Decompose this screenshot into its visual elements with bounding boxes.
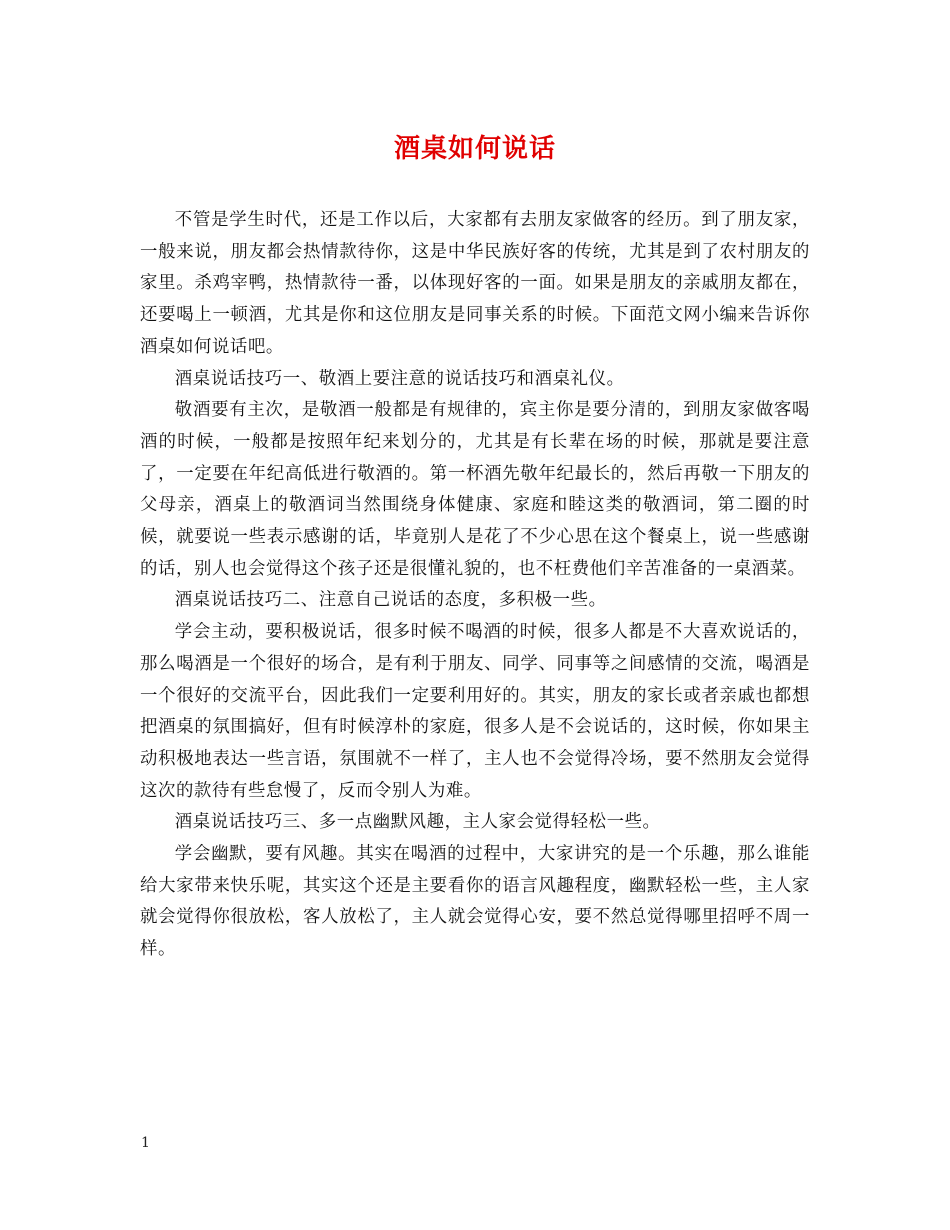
page-number: 1	[141, 1135, 150, 1151]
document-title: 酒桌如何说话	[393, 134, 556, 164]
paragraph-tip-2-heading: 酒桌说话技巧二、注意自己说话的态度，多积极一些。	[174, 590, 607, 611]
paragraph-tip-1-body: 敬酒要有主次，是敬酒一般都是有规律的，宾主你是要分清的，到朋友家做客喝酒的时候，一般都是按照年纪来划分的，尤其是有长辈在场的时候，那就是要注意了，一定要在年纪高低进行敬酒的。第一杯酒先敬年纪最长的，然后再敬一下朋友的父母亲，酒桌上的敬酒词当然围绕身体健康、家庭和睦这类的敬酒词，第二圈的时候，就要说一些表示感谢的话，毕竟别人是花了不少心思在这个餐桌上，说一些感谢的话，别人也会觉得这个孩子还是很懂礼貌的，也不枉费他们辛苦准备的一桌酒菜。	[140, 400, 810, 579]
paragraph-tip-3-heading: 酒桌说话技巧三、多一点幽默风趣，主人家会觉得轻松一些。	[174, 812, 661, 833]
paragraph-tip-3-body: 学会幽默，要有风趣。其实在喝酒的过程中，大家讲究的是一个乐趣，那么谁能给大家带来快乐呢，其实这个还是主要看你的语言风趣程度，幽默轻松一些，主人家就会觉得你很放松，客人放松了，主人就会觉得心安，要不然总觉得哪里招呼不周一样。	[140, 844, 810, 960]
paragraph-intro: 不管是学生时代，还是工作以后，大家都有去朋友家做客的经历。到了朋友家，一般来说，朋友都会热情款待你，这是中华民族好客的传统，尤其是到了农村朋友的家里。杀鸡宰鸭，热情款待一番，以体现好客的一面。如果是朋友的亲戚朋友都在，还要喝上一顿酒，尤其是你和这位朋友是同事关系的时候。下面范文网小编来告诉你酒桌如何说话吧。	[140, 210, 810, 357]
paragraph-tip-1-heading: 酒桌说话技巧一、敬酒上要注意的说话技巧和酒桌礼仪。	[174, 368, 625, 389]
document-body	[140, 205, 810, 966]
paragraph-tip-2-body: 学会主动，要积极说话，很多时候不喝酒的时候，很多人都是不大喜欢说话的，那么喝酒是一个很好的场合，是有利于朋友、同学、同事等之间感情的交流，喝酒是一个很好的交流平台，因此我们一定要利用好的。其实，朋友的家长或者亲戚也都想把酒桌的氛围搞好，但有时候淳朴的家庭，很多人是不会说话的，这时候，你如果主动积极地表达一些言语，氛围就不一样了，主人也不会觉得冷场，要不然朋友会觉得这次的款待有些怠慢了，反而令别人为难。	[140, 622, 810, 801]
